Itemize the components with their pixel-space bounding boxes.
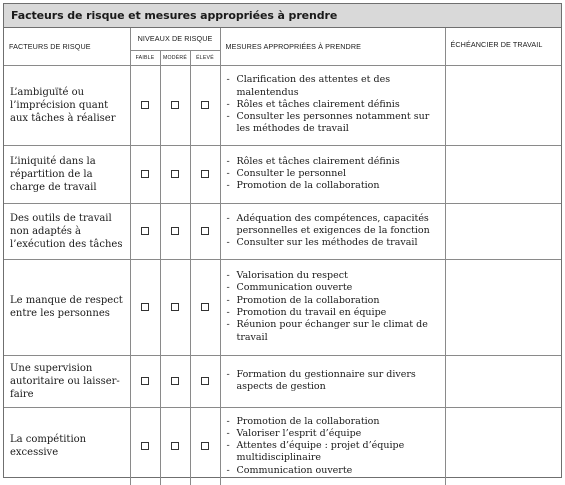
checkbox-moderate[interactable] [171, 101, 179, 109]
measure-item: - Formation du gestionnaire sur divers aspects de gestion [227, 369, 441, 394]
table-row [4, 145, 561, 203]
risk-level-cell-moderate [160, 145, 190, 203]
measures-cell [220, 145, 445, 203]
measure-item: - Promotion de la collaboration [227, 416, 441, 428]
schedule-cell[interactable] [445, 145, 561, 203]
measures-list [227, 416, 441, 477]
risk-level-cell-low [130, 407, 160, 485]
header-level-high: ÉLEVÉ [190, 50, 220, 65]
measure-item: - Valoriser l’esprit d’équipe [227, 428, 441, 440]
measure-item: - Adéquation des compétences, capacités personnelles et exigences de la fonction [227, 213, 441, 238]
risk-level-cell-low [130, 259, 160, 355]
checkbox-low[interactable] [141, 101, 149, 109]
header-measures: MESURES APPROPRIÉES À PRENDRE [220, 28, 445, 65]
checkbox-moderate[interactable] [171, 303, 179, 311]
risk-level-cell-high [190, 65, 220, 145]
checkbox-low[interactable] [141, 170, 149, 178]
risk-level-cell-moderate [160, 203, 190, 259]
measure-item: - Consulter le personnel [227, 168, 441, 180]
risk-factor-label: L’ambiguïté ou l’imprécision quant aux tâches à réaliser [4, 65, 130, 145]
measures-list [227, 270, 441, 344]
measures-cell [220, 65, 445, 145]
measure-item: - Réunion pour échanger sur le climat de travail [227, 319, 441, 344]
measures-list [227, 156, 441, 193]
checkbox-high[interactable] [201, 101, 209, 109]
risk-level-cell-high [190, 259, 220, 355]
checkbox-low[interactable] [141, 442, 149, 450]
risk-level-cell-high [190, 203, 220, 259]
header-factors: FACTEURS DE RISQUE [4, 28, 130, 65]
risk-factor-label: L’iniquité dans la répartition de la charge de travail [4, 145, 130, 203]
risk-factor-label: Une supervision autoritaire ou laisser-faire [4, 355, 130, 407]
measure-item: - Promotion de la collaboration [227, 180, 441, 192]
schedule-cell[interactable] [445, 259, 561, 355]
risk-factor-label: Le manque de respect entre les personnes [4, 259, 130, 355]
measure-item: - Valorisation du respect [227, 270, 441, 282]
schedule-cell[interactable] [445, 355, 561, 407]
measure-item: - Consulter sur les méthodes de travail [227, 237, 441, 249]
measure-item: - Attentes d’équipe : projet d’équipe multidisciplinaire [227, 440, 441, 465]
checkbox-high[interactable] [201, 442, 209, 450]
checkbox-high[interactable] [201, 377, 209, 385]
checkbox-low[interactable] [141, 303, 149, 311]
schedule-cell[interactable] [445, 203, 561, 259]
measure-item: - Rôles et tâches clairement définis [227, 156, 441, 168]
table-row [4, 355, 561, 407]
measure-item: - Promotion du travail en équipe [227, 307, 441, 319]
checkbox-high[interactable] [201, 303, 209, 311]
measures-list [227, 213, 441, 250]
measures-cell [220, 203, 445, 259]
risk-level-cell-low [130, 203, 160, 259]
measure-item: - Consulter les personnes notamment sur les méthodes de travail [227, 111, 441, 136]
risk-level-cell-moderate [160, 65, 190, 145]
risk-level-cell-low [130, 145, 160, 203]
measure-item: - Communication ouverte [227, 282, 441, 294]
measures-list [227, 369, 441, 394]
schedule-cell[interactable] [445, 65, 561, 145]
risk-factor-label: Des outils de travail non adaptés à l’exécution des tâches [4, 203, 130, 259]
checkbox-moderate[interactable] [171, 377, 179, 385]
risk-factors-document [3, 3, 562, 478]
risk-level-cell-high [190, 355, 220, 407]
risk-level-cell-high [190, 145, 220, 203]
table-row [4, 259, 561, 355]
checkbox-moderate[interactable] [171, 170, 179, 178]
checkbox-low[interactable] [141, 377, 149, 385]
header-level-low: FAIBLE [130, 50, 160, 65]
risk-table [4, 28, 561, 485]
measures-cell [220, 259, 445, 355]
measure-item: - Promotion de la collaboration [227, 295, 441, 307]
measures-cell [220, 407, 445, 485]
checkbox-low[interactable] [141, 227, 149, 235]
measures-cell [220, 355, 445, 407]
risk-level-cell-moderate [160, 407, 190, 485]
measures-list [227, 74, 441, 135]
checkbox-high[interactable] [201, 170, 209, 178]
checkbox-high[interactable] [201, 227, 209, 235]
risk-level-cell-low [130, 355, 160, 407]
risk-level-cell-low [130, 65, 160, 145]
risk-level-cell-moderate [160, 355, 190, 407]
risk-factor-label: La compétition excessive [4, 407, 130, 485]
measure-item: - Rôles et tâches clairement définis [227, 99, 441, 111]
schedule-cell[interactable] [445, 407, 561, 485]
risk-level-cell-moderate [160, 259, 190, 355]
measure-item: - Communication ouverte [227, 465, 441, 477]
header-schedule: ÉCHÉANCIER DE TRAVAIL [445, 28, 561, 65]
table-row [4, 407, 561, 485]
table-row [4, 203, 561, 259]
checkbox-moderate[interactable] [171, 227, 179, 235]
measure-item: - Clarification des attentes et des malentendus [227, 74, 441, 99]
checkbox-moderate[interactable] [171, 442, 179, 450]
risk-level-cell-high [190, 407, 220, 485]
header-risk-levels: NIVEAUX DE RISQUE [130, 28, 220, 50]
table-row [4, 65, 561, 145]
document-title: Facteurs de risque et mesures appropriées à prendre [4, 4, 561, 28]
header-level-moderate: MODÉRÉ [160, 50, 190, 65]
